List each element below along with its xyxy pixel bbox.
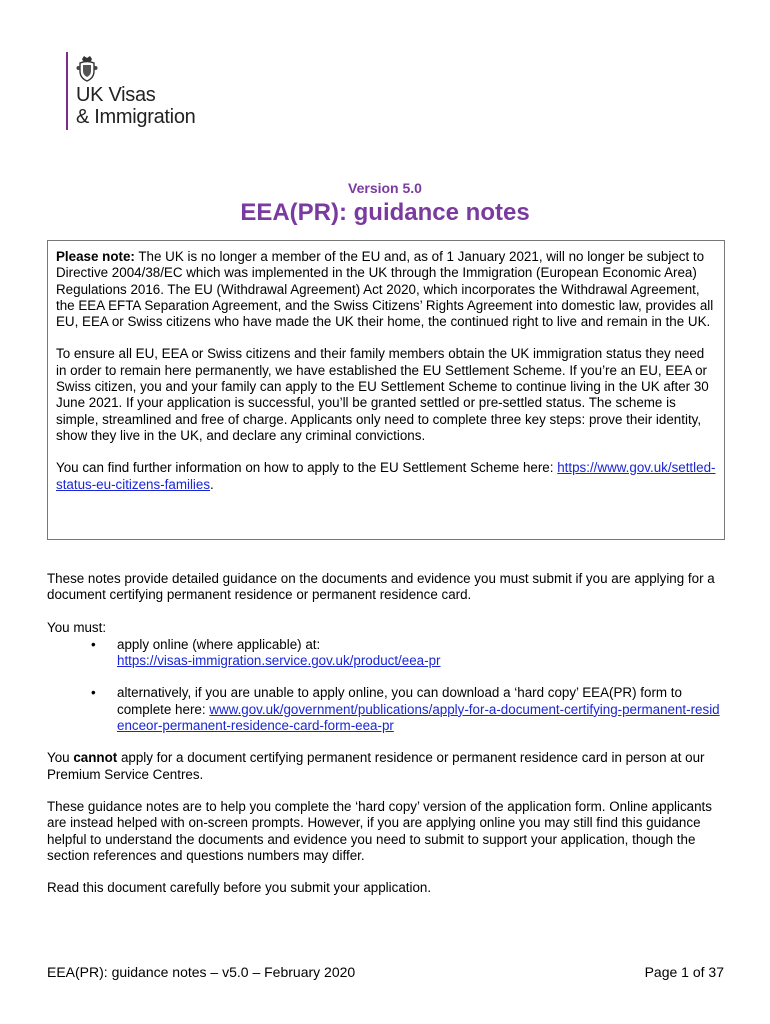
cannot-paragraph [47, 750, 727, 783]
bullet-icon: • [91, 636, 96, 652]
you-must-label: You must: [47, 619, 107, 635]
royal-crest-icon [76, 54, 98, 82]
notice-label: Please note: [56, 249, 135, 264]
notice-text-1: The UK is no longer a member of the EU and, as of 1 January 2021, will no longer be subject to Directive 2004/38/EC which was implemented in the UK through the Immigration (European Economic Area) Regulations 2016. The EU (Withdrawal Agreement) Act 2020, which incorporates the Withdrawal Agreement, the EEA EFTA Separation Agreement, and the Swiss Citizens’ Rights Agreement into domestic law, provides all EU, EEA or Swiss citizens who have made the UK their home, the continued right to live and remain in the UK. [56, 249, 714, 330]
item-1-text: apply online (where applicable) at: [117, 636, 321, 652]
logo-wordmark [76, 84, 195, 128]
list-item [47, 637, 727, 670]
document-title: EEA(PR): guidance notes [240, 199, 530, 226]
bullet-icon: • [91, 685, 96, 701]
notice-text-3: You can find further information on how to apply to the EU Settlement Scheme here: [56, 460, 558, 476]
page-number: Page 1 of 37 [644, 964, 724, 980]
notice-paragraph-3 [56, 460, 716, 493]
notice-text-3-end: . [210, 476, 214, 492]
notice-paragraph-2: To ensure all EU, EEA or Swiss citizens and their family members obtain the UK immigration status they need in order to remain here permanently, we have established the EU Settlement Scheme. If you’re an EU, EEA or Swiss citizen, you and your family can apply to the EU Settlement Scheme to continue living in the UK after 30 June 2021. If your application is successful, you’ll be granted settled or pre-settled status. The scheme is simple, streamlined and free of charge. Applicants only need to complete three key steps: prove their identity, show they live in the UK, and declare any criminal convictions. [56, 346, 709, 443]
notice-paragraph-1 [56, 249, 716, 330]
guidance-paragraph: These guidance notes are to help you complete the ‘hard copy’ version of the application form. Online applicants are instead helped with on-screen prompts. However, if you are applying online you may still find this guidance helpful to understand the documents and evidence you need to submit to support your application, though the section references and questions numbers may differ. [47, 798, 712, 863]
list-item [47, 685, 727, 734]
hard-copy-form-link[interactable]: www.gov.uk/government/publications/apply-for-a-document-certifying-permanent-residenceor-permanent-residence-card-form-eea-pr [117, 701, 720, 734]
ukvi-logo [66, 52, 226, 132]
logo-accent-bar [66, 52, 68, 130]
main-content [47, 571, 727, 912]
cannot-post: apply for a document certifying permanent residence or permanent residence card in person at our Premium Service Centres. [47, 750, 705, 782]
apply-online-link[interactable]: https://visas-immigration.service.gov.uk/product/eea-pr [117, 653, 441, 669]
requirements-list [47, 637, 727, 734]
cannot-pre: You [47, 750, 74, 766]
logo-line-1: UK Visas [76, 84, 156, 106]
intro-paragraph: These notes provide detailed guidance on the documents and evidence you must submit if you are applying for a document certifying permanent residence or permanent residence card. [47, 571, 715, 603]
cannot-bold: cannot [73, 750, 118, 766]
item-2-text: alternatively, if you are unable to apply online, you can download a ‘hard copy’ EEA(PR) form to complete here: [117, 685, 682, 717]
settlement-scheme-link[interactable]: https://www.gov.uk/settled-status-eu-citizens-families [56, 460, 716, 492]
logo-line-2: & Immigration [76, 106, 196, 128]
brexit-notice-box [47, 240, 725, 540]
document-version: Version 5.0 [348, 180, 422, 196]
footer-document-info: EEA(PR): guidance notes – v5.0 – February 2020 [47, 964, 356, 980]
read-carefully-paragraph: Read this document carefully before you submit your application. [47, 880, 432, 896]
